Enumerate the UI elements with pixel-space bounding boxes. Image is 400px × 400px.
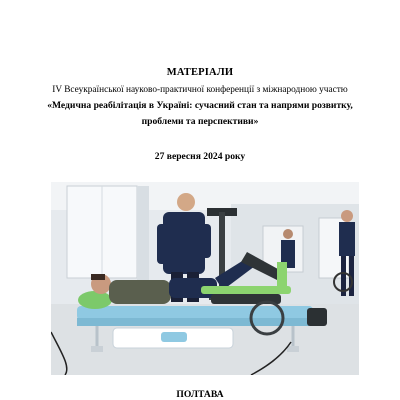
conference-name-line-1: «Медична реабілітація в Україні: сучасний стан та напрями розвитку, xyxy=(47,100,353,111)
conference-name-line-2: проблеми та перспективи» xyxy=(141,116,259,127)
conference-line: IV Всеукраїнської науково-практичної конференції з міжнародною участю xyxy=(52,85,348,95)
rehabilitation-photo xyxy=(51,182,359,375)
conference-date: 27 вересня 2024 року xyxy=(154,151,246,162)
document-city: ПОЛТАВА xyxy=(176,389,224,400)
document-title: МАТЕРІАЛИ xyxy=(166,67,234,78)
